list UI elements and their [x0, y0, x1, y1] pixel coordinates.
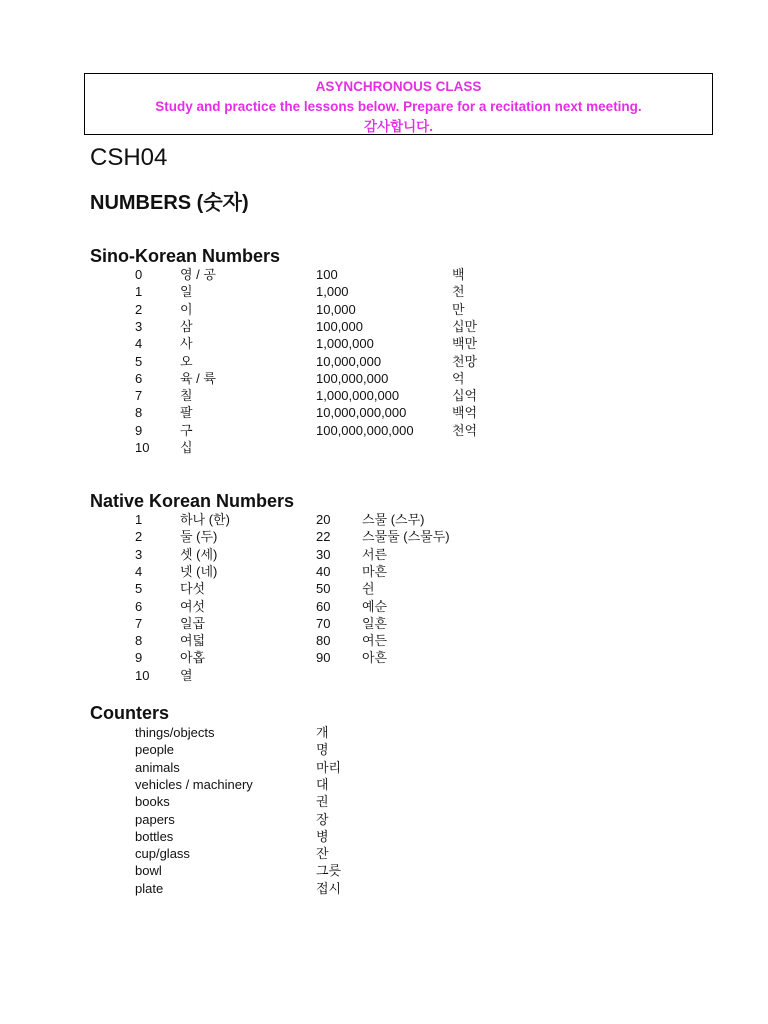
- korean-word: 아홉: [180, 650, 206, 666]
- tens-numeral: 70: [316, 615, 331, 631]
- numeral: 6: [135, 370, 143, 386]
- numeral: 9: [135, 650, 143, 666]
- counter-word: 마리: [316, 759, 342, 775]
- large-numeral: 100,000: [316, 318, 363, 334]
- large-numeral: 10,000,000: [316, 353, 382, 369]
- korean-word: 일: [180, 284, 193, 300]
- counter-item: books: [135, 794, 170, 810]
- large-numeral: 100: [316, 267, 338, 282]
- large-numeral: 1,000: [316, 284, 349, 300]
- korean-word: 육 / 륙: [180, 370, 216, 386]
- tens-numeral: 90: [316, 650, 331, 666]
- numeral: 7: [135, 615, 143, 631]
- numeral: 1: [135, 284, 143, 300]
- numeral: 8: [135, 633, 143, 649]
- page-title: NUMBERS (숫자): [90, 192, 249, 214]
- tens-numeral: 40: [316, 563, 331, 579]
- tens-korean-word: 여든: [362, 633, 388, 649]
- korean-word: 넷 (네): [180, 563, 218, 579]
- announcement-title: ASYNCHRONOUS CLASS: [315, 79, 482, 94]
- large-korean-word: 백만: [452, 336, 478, 352]
- korean-word: 이: [180, 301, 193, 317]
- korean-word: 영 / 공: [180, 267, 216, 282]
- counter-word: 접시: [316, 880, 342, 896]
- korean-word: 일곱: [180, 615, 206, 631]
- large-korean-word: 억: [452, 370, 465, 386]
- tens-numeral: 22: [316, 529, 331, 545]
- korean-word: 둘 (두): [180, 529, 218, 545]
- numeral: 5: [135, 581, 143, 597]
- counter-item: papers: [135, 811, 175, 827]
- numeral: 0: [135, 267, 143, 282]
- counter-word: 대: [316, 776, 329, 792]
- counter-item: bottles: [135, 828, 174, 844]
- sino-korean-heading: Sino-Korean Numbers: [90, 246, 281, 266]
- numeral: 7: [135, 388, 143, 404]
- tens-korean-word: 일흔: [362, 615, 388, 631]
- counter-word: 권: [316, 794, 329, 810]
- numeral: 10: [135, 667, 150, 683]
- counter-word: 명: [316, 742, 329, 758]
- tens-korean-word: 스물 (스무): [362, 512, 425, 527]
- tens-korean-word: 아흔: [362, 650, 388, 666]
- numeral: 3: [135, 546, 143, 562]
- counter-item: animals: [135, 759, 180, 775]
- korean-word: 여섯: [180, 598, 206, 614]
- counter-item: things/objects: [135, 725, 215, 740]
- tens-korean-word: 스물둘 (스물두): [362, 529, 450, 545]
- numeral: 2: [135, 529, 143, 545]
- large-numeral: 10,000,000,000: [316, 405, 407, 421]
- counter-word: 장: [316, 811, 329, 827]
- course-code: CSH04: [90, 144, 168, 171]
- korean-word: 십: [180, 440, 193, 455]
- numeral: 9: [135, 422, 143, 438]
- large-korean-word: 천억: [452, 422, 478, 438]
- korean-word: 하나 (한): [180, 512, 230, 527]
- large-korean-word: 천: [452, 284, 465, 300]
- large-korean-word: 백: [452, 267, 465, 282]
- counter-word: 그릇: [316, 863, 342, 879]
- large-korean-word: 만: [452, 301, 465, 317]
- counter-item: plate: [135, 880, 164, 896]
- counter-item: bowl: [135, 863, 162, 879]
- numeral: 6: [135, 598, 143, 614]
- large-korean-word: 십만: [452, 318, 478, 334]
- large-numeral: 100,000,000: [316, 370, 389, 386]
- korean-word: 셋 (세): [180, 546, 218, 562]
- large-korean-word: 십억: [452, 388, 478, 404]
- counter-item: vehicles / machinery: [135, 776, 253, 792]
- korean-word: 여덟: [180, 633, 206, 649]
- announcement-instructions: Study and practice the lessons below. Prepare for a recitation next meeting.: [155, 99, 642, 114]
- native-korean-heading: Native Korean Numbers: [90, 491, 295, 511]
- numeral: 4: [135, 563, 143, 579]
- numeral: 5: [135, 353, 143, 369]
- counter-item: people: [135, 742, 175, 758]
- announcement-box: [84, 73, 713, 135]
- numeral: 3: [135, 318, 143, 334]
- korean-word: 구: [180, 422, 193, 438]
- korean-word: 오: [180, 353, 193, 369]
- numeral: 4: [135, 336, 143, 352]
- korean-word: 열: [180, 667, 193, 683]
- tens-korean-word: 서른: [362, 546, 388, 562]
- large-korean-word: 천망: [452, 353, 478, 369]
- counters-heading: Counters: [90, 703, 170, 723]
- counter-word: 잔: [316, 846, 329, 862]
- counter-item: cup/glass: [135, 846, 190, 862]
- korean-word: 팔: [180, 405, 193, 421]
- large-numeral: 1,000,000,000: [316, 388, 400, 404]
- numeral: 2: [135, 301, 143, 317]
- tens-numeral: 30: [316, 546, 331, 562]
- korean-word: 다섯: [180, 581, 206, 597]
- counter-word: 병: [316, 828, 329, 844]
- announcement-thanks: 감사합니다.: [364, 119, 433, 134]
- tens-korean-word: 예순: [362, 598, 388, 614]
- large-numeral: 10,000: [316, 301, 356, 317]
- tens-numeral: 20: [316, 512, 331, 527]
- numeral: 10: [135, 440, 150, 455]
- large-numeral: 1,000,000: [316, 336, 374, 352]
- tens-korean-word: 마흔: [362, 563, 388, 579]
- tens-numeral: 50: [316, 581, 331, 597]
- korean-word: 삼: [180, 318, 193, 334]
- large-korean-word: 백억: [452, 405, 478, 421]
- tens-numeral: 60: [316, 598, 331, 614]
- large-numeral: 100,000,000,000: [316, 422, 414, 438]
- numeral: 1: [135, 512, 143, 527]
- counter-word: 개: [316, 725, 329, 740]
- tens-numeral: 80: [316, 633, 331, 649]
- korean-word: 사: [180, 336, 193, 352]
- numeral: 8: [135, 405, 143, 421]
- korean-word: 칠: [180, 388, 193, 404]
- tens-korean-word: 쉰: [362, 581, 375, 597]
